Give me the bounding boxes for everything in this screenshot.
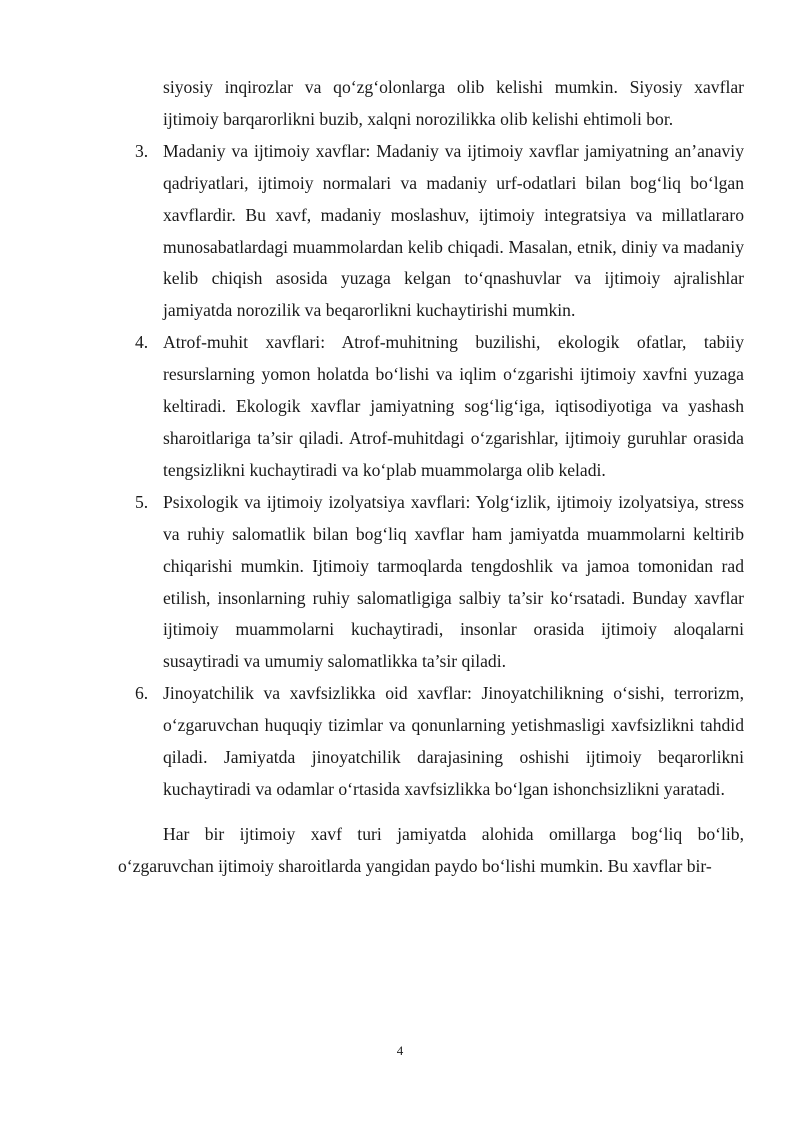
list-item xyxy=(118,678,744,806)
risk-list xyxy=(118,136,744,806)
list-item-number: 4. xyxy=(135,332,149,353)
page-content xyxy=(118,72,744,883)
list-item-number: 6. xyxy=(135,683,149,704)
list-item xyxy=(118,327,744,487)
page-number: 4 xyxy=(396,1043,404,1058)
list-item-number: 3. xyxy=(135,140,149,161)
list-item xyxy=(118,487,744,678)
list-item-text: Atrof-muhit xavflari: Atrof-muhitning buzilishi, ekologik ofatlar, tabiiy resurslarning yomon holatda bo‘lishi va iqlim o‘zgarishi ijtimoiy xavfni yuzaga keltiradi. Ekologik xavflar jamiyatning sog‘lig‘iga, iqtisodiyotiga va yashash sharoitlariga ta’sir qiladi. Atrof-muhitdagi o‘zgarishlar, ijtimoiy guruhlar orasida tengsizlikni kuchaytiradi va ko‘plab muammolarga olib keladi. xyxy=(163,332,744,480)
list-item-text: Jinoyatchilik va xavfsizlikka oid xavflar: Jinoyatchilikning o‘sishi, terrorizm, o‘zgaruvchan huquqiy tizimlar va qonunlarning yetishmasligi xavfsizlikni tahdid qiladi. Jamiyatda jinoyatchilik darajasining oshishi ijtimoiy beqarorlikni kuchaytiradi va odamlar o‘rtasida xavfsizlikka bo‘lgan ishonchsizlikni yaratadi. xyxy=(163,683,744,799)
closing-paragraph: Har bir ijtimoiy xavf turi jamiyatda alohida omillarga bog‘liq bo‘lib, o‘zgaruvchan ijtimoiy sharoitlarda yangidan paydo bo‘lishi mumkin. Bu xavflar bir- xyxy=(118,823,744,876)
continued-paragraph: siyosiy inqirozlar va qo‘zg‘olonlarga olib kelishi mumkin. Siyosiy xavflar ijtimoiy barqarorlikni buzib, xalqni norozilikka olib kelishi ehtimoli bor. xyxy=(163,77,744,129)
list-item-text: Madaniy va ijtimoiy xavflar: Madaniy va ijtimoiy xavflar jamiyatning an’anaviy qadriyatlari, ijtimoiy normalari va madaniy urf-odatlari bilan bog‘liq bo‘lgan xavflardir. Bu xavf, madaniy moslashuv, ijtimoiy integratsiya va millatlararo munosabatlardagi muammolardan kelib chiqadi. Masalan, etnik, diniy va madaniy kelib chiqish asosida yuzaga kelgan to‘qnashuvlar va ijtimoiy ajralishlar jamiyatda norozilik va beqarorlikni kuchaytirishi mumkin. xyxy=(163,140,744,321)
list-item-number: 5. xyxy=(135,491,149,512)
list-item xyxy=(118,136,744,327)
list-item-text: Psixologik va ijtimoiy izolyatsiya xavflari: Yolg‘izlik, ijtimoiy izolyatsiya, stress va ruhiy salomatlik bilan bog‘liq xavflar ham jamiyatda muammolarni keltirib chiqarishi mumkin. Ijtimoiy tarmoqlarda tengdoshlik va jamoa tomonidan rad etilish, insonlarning ruhiy salomatligiga salbiy ta’sir ko‘rsatadi. Bunday xavflar ijtimoiy muammolarni kuchaytiradi, insonlar orasida ijtimoiy aloqalarni susaytiradi va umumiy salomatlikka ta’sir qiladi. xyxy=(163,491,744,672)
